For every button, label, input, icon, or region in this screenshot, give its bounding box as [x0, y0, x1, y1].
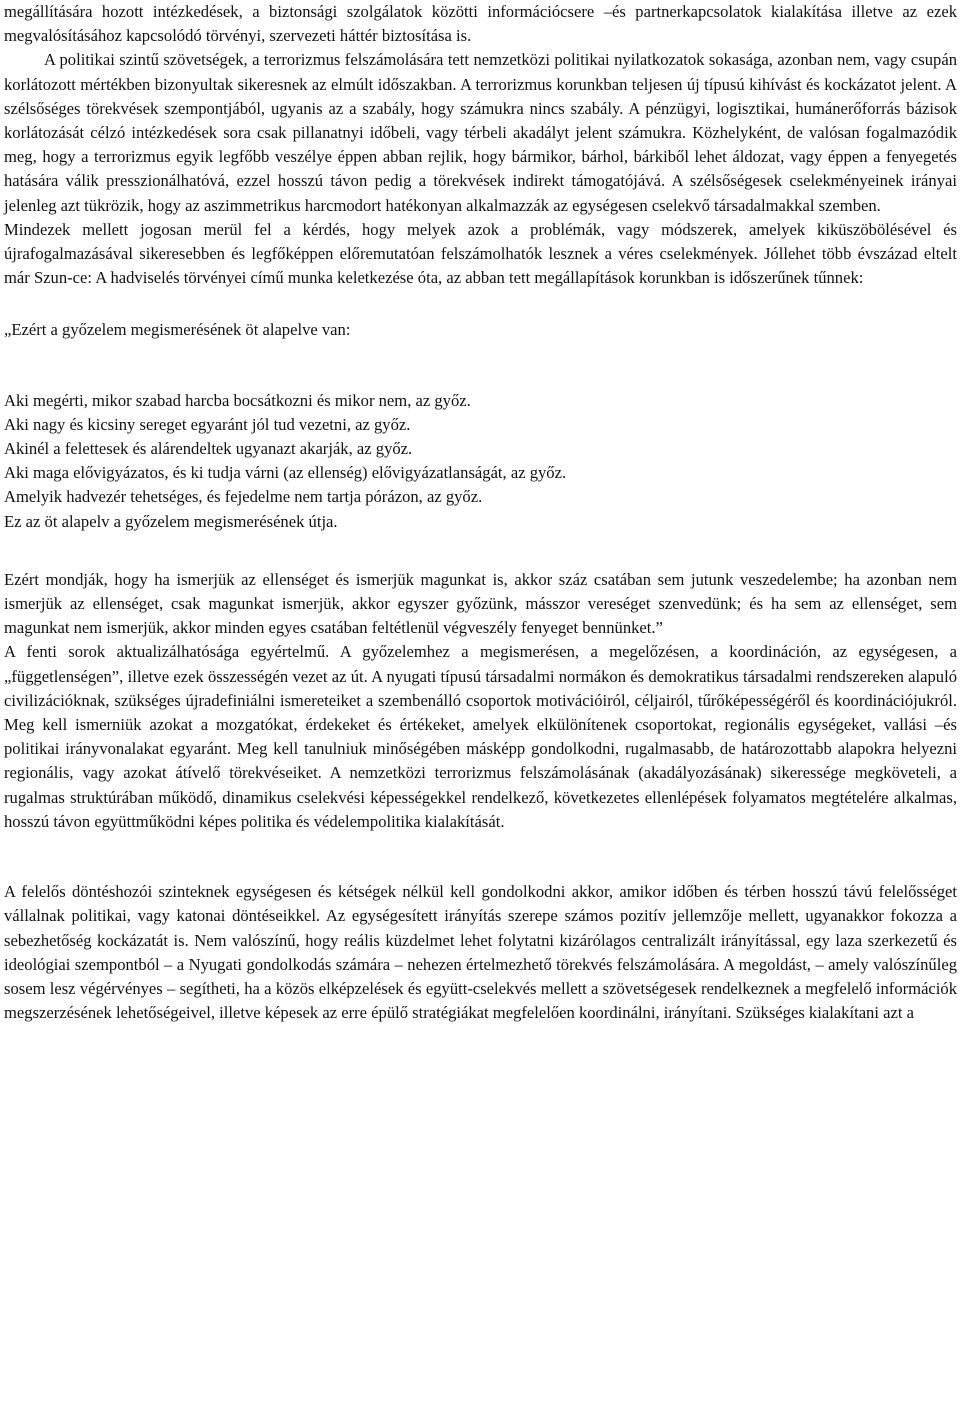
- quote-line: Aki maga elővigyázatos, és ki tudja várni (az ellenség) elővigyázatlanságát, az győz.: [4, 463, 567, 483]
- quote-line: Ez az öt alapelv a győzelem megismerésének útja.: [4, 511, 338, 531]
- paragraph-questions: Mindezek mellett jogosan merül fel a kérdés, hogy melyek azok a problémák, vagy módszerek, amelyek kiküszöbölésével és újrafogalmazásával sikeresebben és legfőképpen előremutatóan felszámolhatók lesznek a véres cselekmények. Jóllehet több évszázad eltelt már Szun-ce: A hadviselés törvényei című munka keletkezése óta, az abban tett megállapítások korunkban is időszerűnek tűnnek:: [4, 219, 957, 288]
- quote-intro: „Ezért a győzelem megismerésének öt alapelve van:: [4, 320, 351, 340]
- quote-line: Akinél a felettesek és alárendeltek ugyanazt akarják, az győz.: [4, 439, 413, 459]
- quote-line: Aki megérti, mikor szabad harcba bocsátkozni és mikor nem, az győz.: [4, 390, 471, 410]
- quote-line: Amelyik hadvezér tehetséges, és fejedelme nem tartja pórázon, az győz.: [4, 487, 483, 507]
- document-page: [4, 0, 957, 1025]
- paragraph-decision-makers: A felelős döntéshozói szinteknek egységesen és kétségek nélkül kell gondolkodni akkor, amikor időben és térben hosszú távú felelősséget vállalnak politikai, vagy katonai döntéseikkel. Az egységesített irányítás szerepe számos pozitív jellemzője mellett, ugyanakkor fokozza a sebezhetőség kockázatát is. Nem valószínű, hogy reális küzdelmet lehet folytatni kizárólagos centralizált irányítással, egy laza szerkezetű és ideológiai szempontból – a Nyugati gondolkodás számára – nehezen értelmezhető törekvés felszámolására. A megoldást, – amely valószínűleg sosem lesz végérvényes – segítheti, ha a közös elképzelések és együtt-cselekvés mellett a szövetségesek rendelkeznek a megfelelő információk megszerzésének lehetőségeivel, illetve képesek az erre épülő stratégiákat megfelelően koordinálni, irányítani. Szükséges kialakítani azt a: [4, 882, 957, 1023]
- paragraph-political-alliances: A politikai szintű szövetségek, a terrorizmus felszámolására tett nemzetközi politikai nyilatkozatok sokasága, azonban nem, vagy csupán korlátozott mértékben bizonyultak sikeresnek az elmúlt időszakban. A terrorizmus korunkban teljesen új típusú kihívást és kockázatot jelent. A szélsőséges törekvések szempontjából, ugyanis az a szabály, hogy számukra nincs szabály. A pénzügyi, logisztikai, humánerőforrás bázisok korlátozását célzó intézkedések sora csak pillanatnyi időbeli, vagy térbeli akadályt jelent számukra. Közhelyként, de valósan fogalmazódik meg, hogy a terrorizmus egyik legfőbb veszélye éppen abban rejlik, hogy bármikor, bárhol, bárkiből lehet áldozat, vagy éppen a fenyegetés hatására válik presszionálhatóvá, ezzel hosszú távon pedig a törekvések indirekt támogatójává. A szélsőségesek cselekményeinek irányai jelenleg azt tükrözik, hogy az aszimmetrikus harcmodort hatékonyan alkalmazzák az egységesen cselekvő társadalmakkal szemben.: [4, 50, 957, 215]
- paragraph-after-quote: A fenti sorok aktualizálhatósága egyértelmű. A győzelemhez a megismerésen, a megelőzésen, a koordináción, az egységesen, a „függetlenségen”, illetve ezek összességén vezet az út. A nyugati típusú társadalmi normákon és demokratikus társadalmi rendszereken alapuló civilizációknak, szükséges újradefiniálni ismereteiket a szembenálló csoportok motivációiról, céljairól, tűrőképességéről és koordinációjukról. Meg kell ismerniük azokat a mozgatókat, érdekeket és értékeket, amelyek elkülönítenek csoportokat, regionális egységeket, vallási –és politikai irányvonalakat egyaránt. Meg kell tanulniuk minőségében másképp gondolkodni, rugalmasabb, de határozottabb alapokra helyezni regionális, vagy azokat átívelő törekvéseiket. A nemzetközi terrorizmus felszámolásának (akadályozásának) sikeressége megköveteli, a rugalmas struktúrában működő, dinamikus cselekvési képességekkel rendelkező, következetes ellenlépések folyamatos megtételére alkalmas, hosszú távon együttműködni képes politika és védelempolitika kialakítását.: [4, 642, 957, 831]
- paragraph-intro: megállítására hozott intézkedések, a biztonsági szolgálatok közötti információcsere –és partnerkapcsolatok kialakítása illetve az ezek megvalósításához kapcsolódó törvényi, szervezeti háttér biztosítása is.: [4, 2, 957, 46]
- quote-line: Aki nagy és kicsiny sereget egyaránt jól tud vezetni, az győz.: [4, 414, 411, 434]
- quote-closing: Ezért mondják, hogy ha ismerjük az ellenséget és ismerjük magunkat is, akkor száz csatában sem jutunk veszedelembe; ha azonban nem ismerjük az ellenséget, csak magunkat ismerjük, akkor egyszer győzünk, másszor vereséget szenvedünk; és ha sem az ellenséget, sem magunkat nem ismerjük, akkor minden egyes csatában feltétlenül végveszély fenyeget bennünket.”: [4, 569, 957, 638]
